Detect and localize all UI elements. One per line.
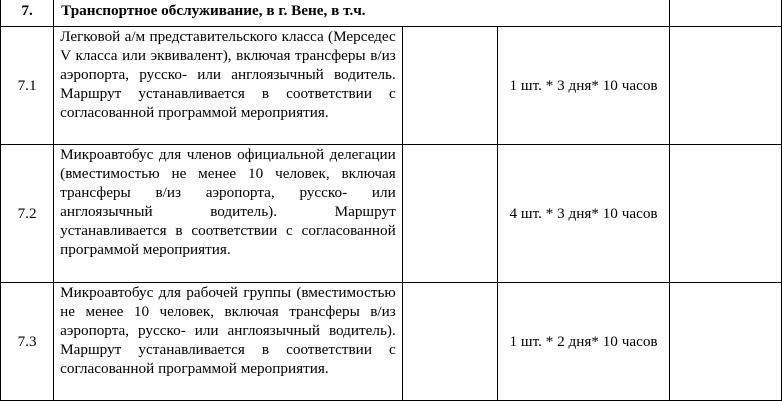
row-quantity: 1 шт. * 2 дня* 10 часов <box>498 283 670 401</box>
section-title: Транспортное обслуживание, в г. Вене, в т.ч. <box>54 0 670 27</box>
description-text: Легковой а/м представительского класса (Мерседес V класса или эквивалент), включая трансферы в/из аэропорта, русско- или англоязычный водитель. Маршрут устанавливается в соответствии с согласованной программой мероприятия. <box>60 28 396 121</box>
section-header-row <box>1 0 782 27</box>
row-description <box>54 27 403 145</box>
empty-cell <box>402 145 498 283</box>
row-number: 7.3 <box>1 283 54 401</box>
row-description <box>54 145 403 283</box>
row-number: 7.2 <box>1 145 54 283</box>
row-quantity: 1 шт. * 3 дня* 10 часов <box>498 27 670 145</box>
empty-cell <box>402 283 498 401</box>
table-row <box>1 283 782 401</box>
row-quantity: 4 шт. * 3 дня* 10 часов <box>498 145 670 283</box>
table-row <box>1 145 782 283</box>
empty-cell <box>669 27 781 145</box>
empty-cell <box>669 283 781 401</box>
row-description <box>54 283 403 401</box>
description-text: Микроавтобус для членов официальной делегации (вместимостью не менее 10 человек, включая трансферы в/из аэропорта, русско- или англоязычный водитель). Маршрут устанавливается в соответствии с согласованной программой мероприятия. <box>60 146 396 258</box>
description-text: Микроавтобус для рабочей группы (вместимостью не менее 10 человек, включая трансферы в/из аэропорта, русско- или англоязычный водитель). Маршрут устанавливается в соответствии с согласованной программой мероприятия. <box>60 284 396 377</box>
empty-cell <box>669 0 781 27</box>
section-number: 7. <box>1 0 54 27</box>
empty-cell <box>402 27 498 145</box>
empty-cell <box>669 145 781 283</box>
row-number: 7.1 <box>1 27 54 145</box>
table-row <box>1 27 782 145</box>
